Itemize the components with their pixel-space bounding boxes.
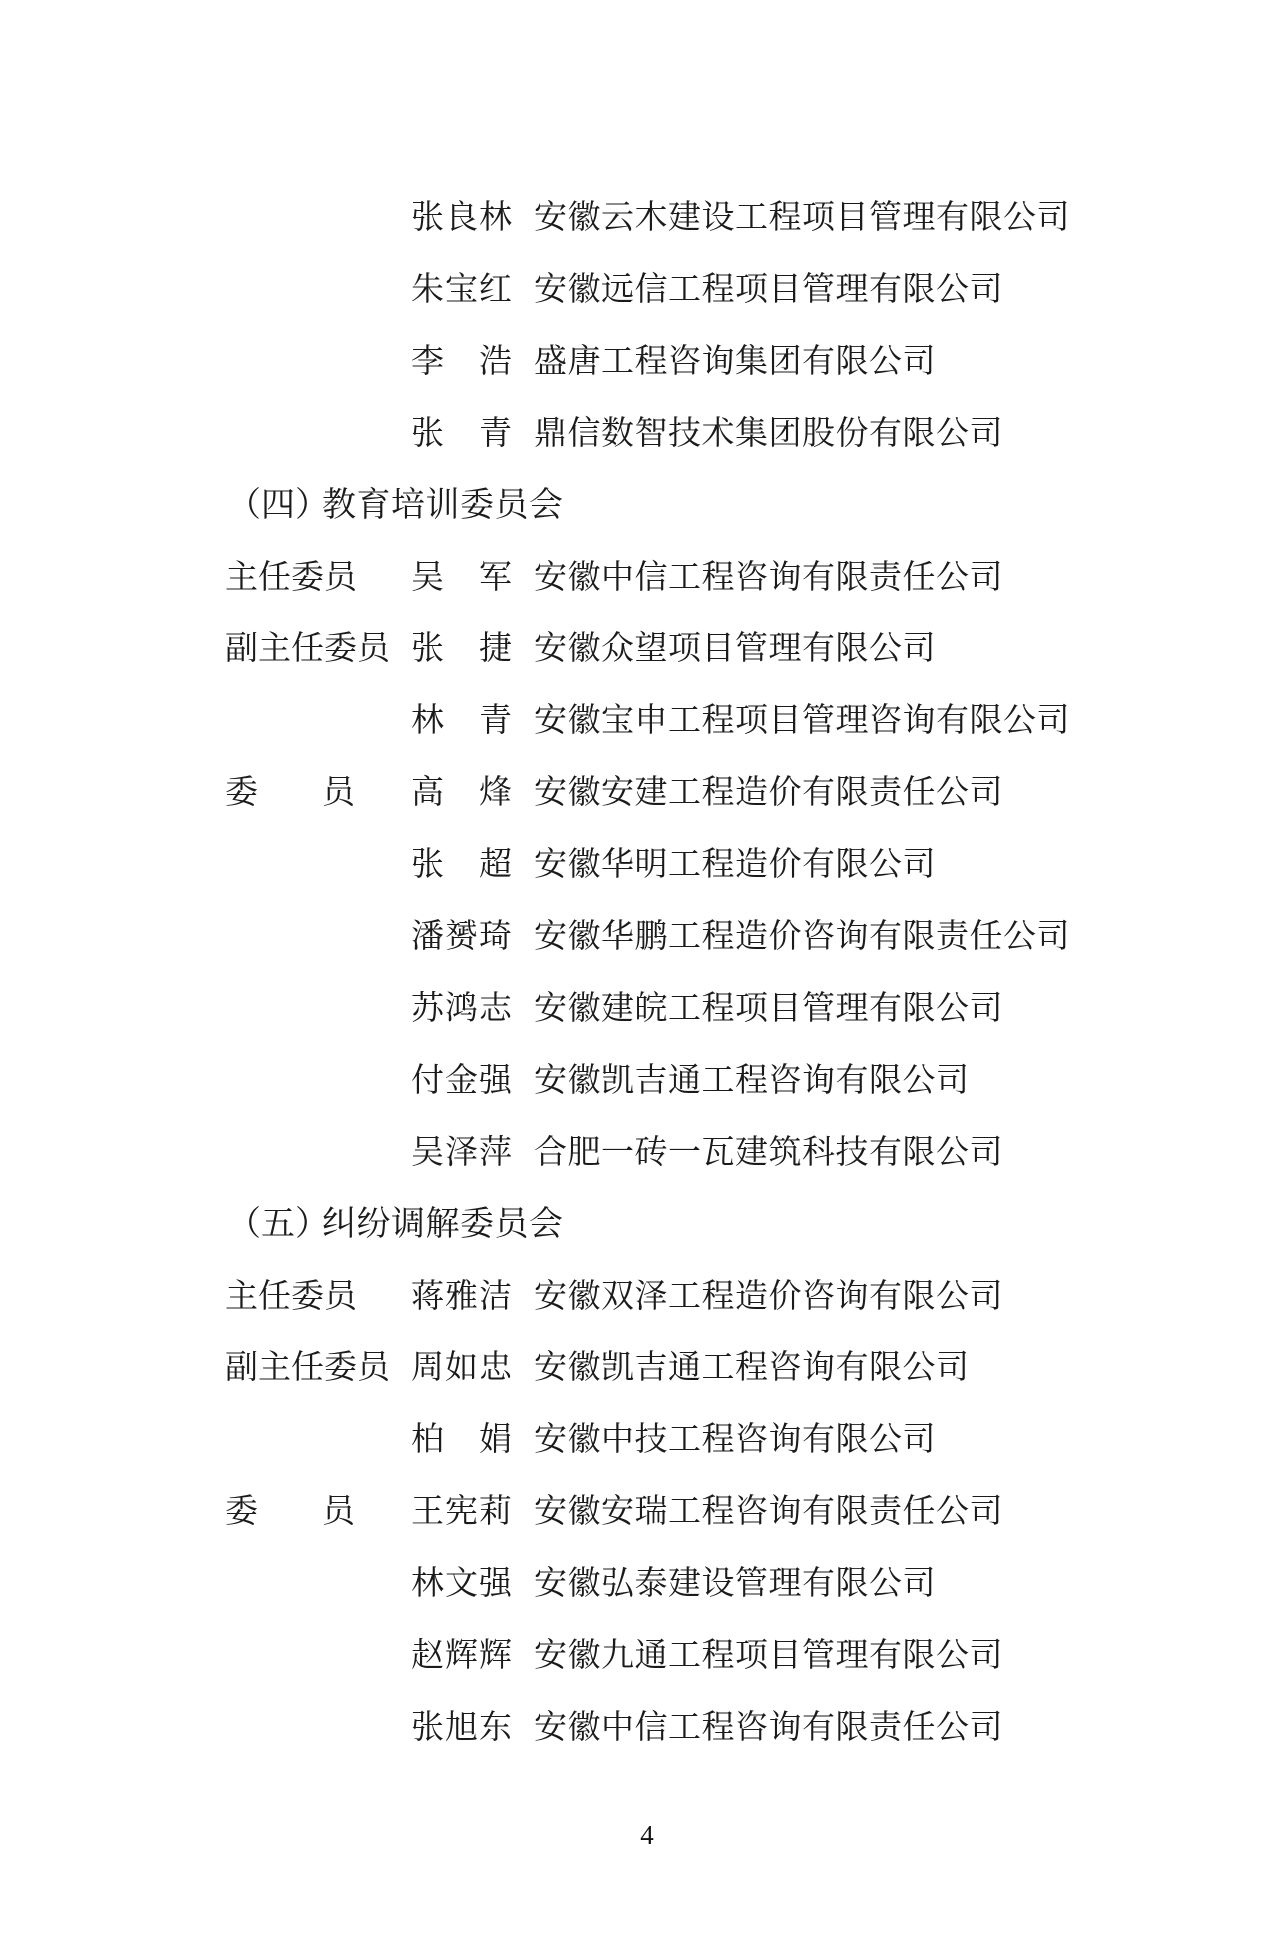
company-name: 安徽华明工程造价有限公司	[534, 847, 936, 884]
member-name: 张 捷	[411, 631, 512, 668]
section-header	[0, 1203, 1280, 1247]
role-label: 副 主 任 委 员	[225, 631, 390, 668]
member-row	[0, 1706, 1280, 1750]
member-name: 张 旭 东	[411, 1709, 512, 1746]
member-name: 苏 鸿 志	[411, 990, 512, 1027]
section-header	[0, 484, 1280, 528]
member-row	[0, 987, 1280, 1031]
member-row	[0, 699, 1280, 743]
company-name: 盛唐工程咨询集团有限公司	[534, 343, 936, 380]
member-row	[0, 1490, 1280, 1534]
member-name: 柏 娟	[411, 1422, 512, 1459]
role-label: 主 任 委 员	[225, 559, 357, 596]
member-row	[0, 1059, 1280, 1103]
member-name: 高 烽	[411, 775, 512, 812]
company-name: 安徽凯吉通工程咨询有限公司	[534, 1350, 970, 1387]
member-row	[0, 340, 1280, 384]
member-name: 付 金 强	[411, 1062, 512, 1099]
company-name: 安徽远信工程项目管理有限公司	[534, 271, 1003, 308]
member-name: 吴 军	[411, 559, 512, 596]
member-row	[0, 771, 1280, 815]
section-number: （五）	[227, 1205, 329, 1243]
member-name: 张 超	[411, 847, 512, 884]
company-name: 安徽九通工程项目管理有限公司	[534, 1638, 1003, 1674]
member-name: 张 青	[411, 415, 512, 452]
role-label: 副 主 任 委 员	[225, 1350, 390, 1387]
company-name: 安徽弘泰建设管理有限公司	[534, 1566, 936, 1603]
member-row	[0, 1562, 1280, 1606]
member-row	[0, 1634, 1280, 1678]
company-name: 安徽中信工程咨询有限责任公司	[534, 559, 1003, 596]
company-name: 安徽宝申工程项目管理咨询有限公司	[534, 703, 1070, 740]
member-name: 朱 宝 红	[411, 271, 512, 308]
section-number: （四）	[227, 486, 329, 524]
company-name: 安徽众望项目管理有限公司	[534, 631, 936, 668]
member-name: 林 文 强	[411, 1566, 512, 1603]
section-title: 纠纷调解委员会	[322, 1205, 564, 1243]
member-row	[0, 627, 1280, 671]
company-name: 安徽中技工程咨询有限公司	[534, 1422, 936, 1459]
member-name: 潘 赟 琦	[411, 919, 512, 955]
member-row	[0, 196, 1280, 240]
member-row	[0, 1275, 1280, 1319]
member-name: 赵 辉 辉	[411, 1638, 512, 1674]
company-name: 安徽安建工程造价有限责任公司	[534, 775, 1003, 812]
company-name: 鼎信数智技术集团股份有限公司	[534, 415, 1003, 452]
section-title: 教育培训委员会	[322, 486, 564, 524]
member-row	[0, 1131, 1280, 1175]
page-number: 4	[640, 1820, 654, 1850]
member-name: 李 浩	[411, 343, 512, 380]
member-name: 张 良 林	[411, 200, 512, 236]
company-name: 安徽云木建设工程项目管理有限公司	[534, 200, 1070, 236]
company-name: 安徽双泽工程造价咨询有限公司	[534, 1278, 1003, 1315]
member-row	[0, 412, 1280, 456]
member-name: 王 宪 莉	[411, 1494, 512, 1531]
company-name: 合肥一砖一瓦建筑科技有限公司	[534, 1134, 1003, 1171]
member-row	[0, 1346, 1280, 1390]
role-label: 主 任 委 员	[225, 1278, 357, 1315]
role-label: 委 员	[225, 1494, 355, 1531]
company-name: 安徽建皖工程项目管理有限公司	[534, 990, 1003, 1027]
member-row	[0, 843, 1280, 887]
member-row	[0, 268, 1280, 312]
company-name: 安徽中信工程咨询有限责任公司	[534, 1709, 1003, 1746]
member-row	[0, 556, 1280, 600]
role-label: 委 员	[225, 775, 355, 812]
member-row	[0, 915, 1280, 959]
member-row	[0, 1418, 1280, 1462]
member-name: 吴 泽 萍	[411, 1134, 512, 1171]
company-name: 安徽华鹏工程造价咨询有限责任公司	[534, 919, 1070, 955]
member-name: 蒋 雅 洁	[411, 1278, 512, 1315]
company-name: 安徽安瑞工程咨询有限责任公司	[534, 1494, 1003, 1531]
member-name: 周 如 忠	[411, 1350, 512, 1387]
company-name: 安徽凯吉通工程咨询有限公司	[534, 1062, 970, 1099]
member-name: 林 青	[411, 703, 512, 740]
